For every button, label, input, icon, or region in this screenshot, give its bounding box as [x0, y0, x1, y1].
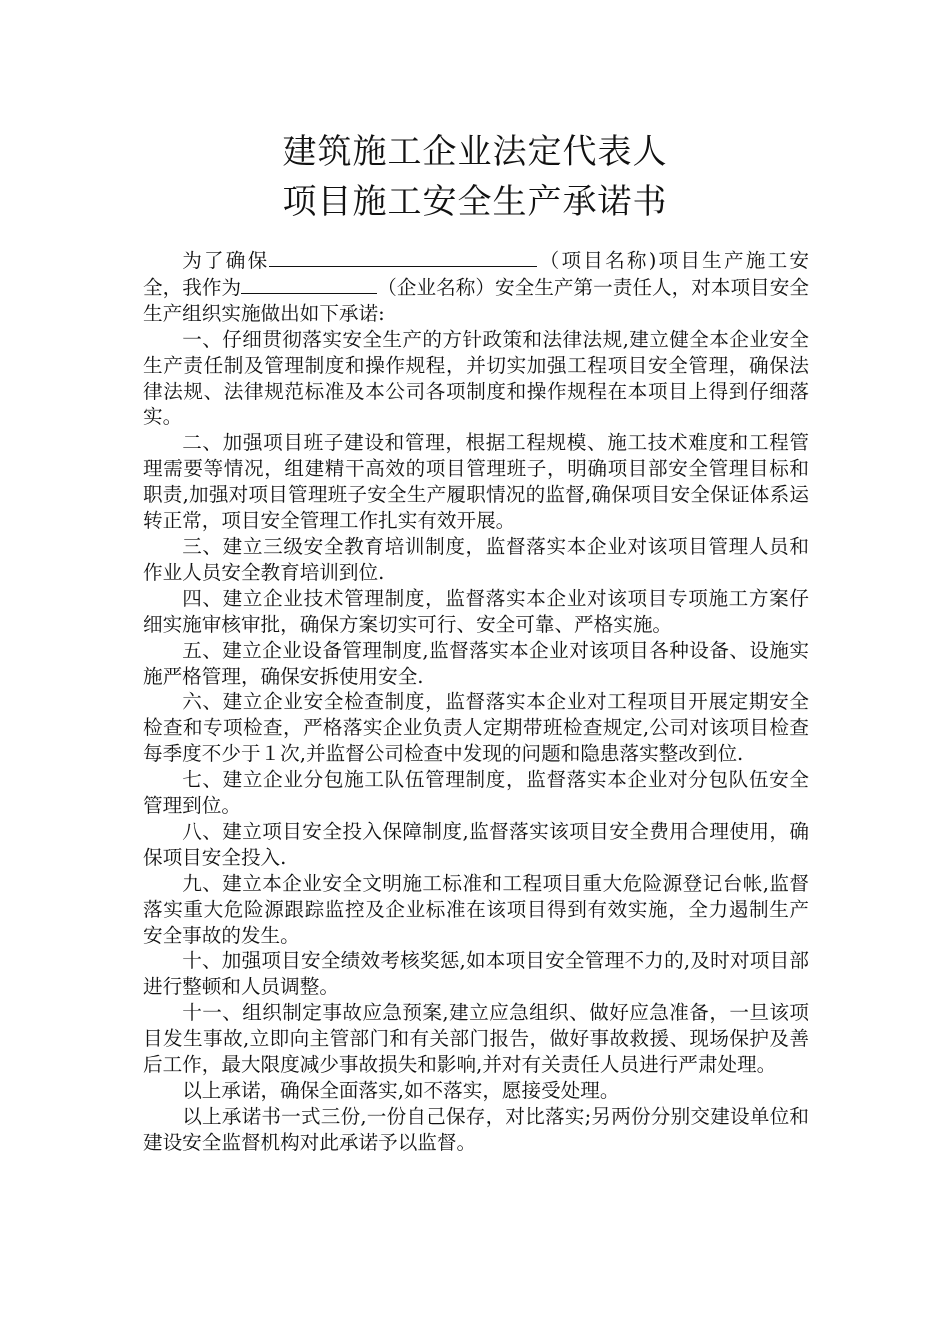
commitment-paragraph-9: 九、建立本企业安全文明施工标准和工程项目重大危险源登记台帐,监督落实重大危险源跟踪监控及企业标准在该项目得到有效实施，全力遏制生产安全事故的发生。: [143, 871, 809, 947]
commitment-paragraph-7: 七、建立企业分包施工队伍管理制度，监督落实本企业对分包队伍安全管理到位。: [143, 768, 809, 818]
company-name-blank[interactable]: [241, 274, 377, 294]
intro-text-1: 为了确保: [182, 249, 270, 272]
closing-paragraph-1: 以上承诺，确保全面落实,如不落实，愿接受处理。: [182, 1079, 620, 1102]
project-name-blank[interactable]: [269, 247, 537, 267]
intro-text-2: （项目名称)项目生产施工安全，我作为: [143, 249, 810, 299]
commitment-paragraph-1: 一、仔细贯彻落实安全生产的方针政策和法律法规,建立健全本企业安全生产责任制及管理制度和操作规程，并切实加强工程项目安全管理，确保法律法规、法律规范标准及本公司各项制度和操作规程在本项目上得到仔细落实。: [143, 327, 809, 429]
intro-paragraph: [143, 247, 809, 327]
commitment-paragraph-4: 四、建立企业技术管理制度，监督落实本企业对该项目专项施工方案仔细实施审核审批，确保方案切实可行、安全可靠、严格实施。: [143, 586, 809, 636]
document-title-line-1: 建筑施工企业法定代表人: [282, 132, 668, 172]
commitment-paragraph-10: 十、加强项目安全绩效考核奖惩,如本项目安全管理不力的,及时对项目部进行整顿和人员调整。: [143, 949, 809, 999]
commitment-paragraph-8: 八、建立项目安全投入保障制度,监督落实该项目安全费用合理使用，确保项目安全投入.: [143, 819, 809, 869]
commitment-paragraph-6: 六、建立企业安全检查制度，监督落实本企业对工程项目开展定期安全检查和专项检查，严格落实企业负责人定期带班检查规定,公司对该项目检查每季度不少于１次,并监督公司检查中发现的问题和隐患落实整改到位.: [143, 690, 809, 766]
commitment-paragraph-2: 二、加强项目班子建设和管理，根据工程规模、施工技术难度和工程管理需要等情况，组建精干高效的项目管理班子，明确项目部安全管理目标和职责,加强对项目管理班子安全生产履职情况的监督,确保项目安全保证体系运转正常，项目安全管理工作扎实有效开展。: [143, 431, 809, 533]
commitment-paragraph-11: 十一、组织制定事故应急预案,建立应急组织、做好应急准备，一旦该项目发生事故,立即向主管部门和有关部门报告，做好事故救援、现场保护及善后工作，最大限度减少事故损失和影响,并对有关责任人员进行严肃处理。: [143, 1001, 809, 1077]
commitment-paragraph-5: 五、建立企业设备管理制度,监督落实本企业对该项目各种设备、设施实施严格管理，确保安拆使用安全.: [143, 638, 809, 688]
commitment-paragraph-3: 三、建立三级安全教育培训制度，监督落实本企业对该项目管理人员和作业人员安全教育培训到位.: [143, 534, 809, 584]
document-title-line-2: 项目施工安全生产承诺书: [282, 182, 668, 222]
document-body: [143, 247, 809, 1156]
intro-text-3: （企业名称）安全生产第一责任人，对本项目安全生产组织实施做出如下承诺:: [143, 275, 810, 325]
closing-paragraph-2: 以上承诺书一式三份,一份自己保存，对比落实;另两份分别交建设单位和建设安全监督机构对此承诺予以监督。: [143, 1104, 809, 1154]
